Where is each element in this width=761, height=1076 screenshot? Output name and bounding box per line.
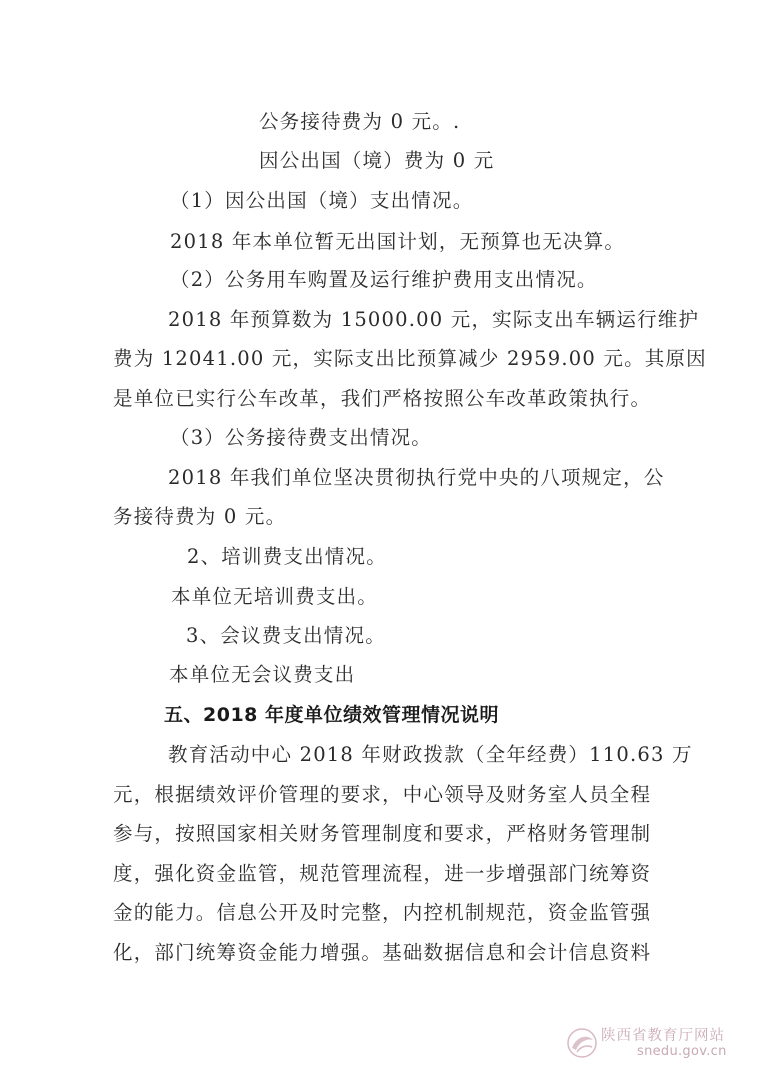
line-performance-6: 化，部门统筹资金能力增强。基础数据信息和会计信息资料: [113, 941, 652, 964]
line-performance-4: 度，强化资金监管，规范管理流程，进一步增强部门统筹资: [113, 862, 652, 885]
line-training-detail: 本单位无培训费支出。: [171, 585, 379, 608]
watermark-logo-icon: [565, 1026, 599, 1060]
line-vehicle-budget: 2018 年预算数为 15000.00 元，实际支出车辆运行维护: [168, 308, 700, 331]
line-training-heading: 2、培训费支出情况。: [187, 545, 387, 568]
line-performance-3: 参与，按照国家相关财务管理制度和要求，严格财务管理制: [113, 822, 652, 845]
line-reception-heading: （3）公务接待费支出情况。: [170, 426, 433, 449]
line-vehicle-reason: 是单位已实行公车改革，我们严格按照公车改革政策执行。: [113, 387, 652, 410]
line-overseas-detail: 2018 年本单位暂无出国计划，无预算也无决算。: [170, 230, 626, 253]
line-performance-2: 元，根据绩效评价管理的要求，中心领导及财务室人员全程: [113, 783, 652, 806]
line-overseas-heading: （1）因公出国（境）支出情况。: [170, 189, 474, 212]
line-reception-zero: 务接待费为 0 元。: [113, 505, 287, 528]
watermark-site-url: snedu.gov.cn: [637, 1044, 727, 1059]
line-overseas-fee-zero: 因公出国（境）费为 0 元: [259, 149, 495, 172]
line-vehicle-actual: 费为 12041.00 元，实际支出比预算减少 2959.00 元。其原因: [113, 347, 707, 370]
line-reception-fee-zero: 公务接待费为 0 元。.: [259, 110, 461, 133]
watermark-site-name: 陕西省教育厅网站: [601, 1028, 725, 1044]
line-performance-1: 教育活动中心 2018 年财政拨款（全年经费）110.63 万: [168, 743, 693, 766]
site-watermark: [565, 1022, 755, 1066]
line-reception-detail: 2018 年我们单位坚决贯彻执行党中央的八项规定，公: [168, 466, 665, 489]
section-heading-performance: 五、2018 年度单位绩效管理情况说明: [164, 704, 499, 726]
line-performance-5: 金的能力。信息公开及时完整，内控机制规范，资金监管强: [113, 901, 652, 924]
line-meeting-heading: 3、会议费支出情况。: [186, 624, 386, 647]
line-meeting-detail: 本单位无会议费支出: [169, 663, 356, 686]
line-vehicle-heading: （2）公务用车购置及运行维护费用支出情况。: [170, 268, 598, 291]
